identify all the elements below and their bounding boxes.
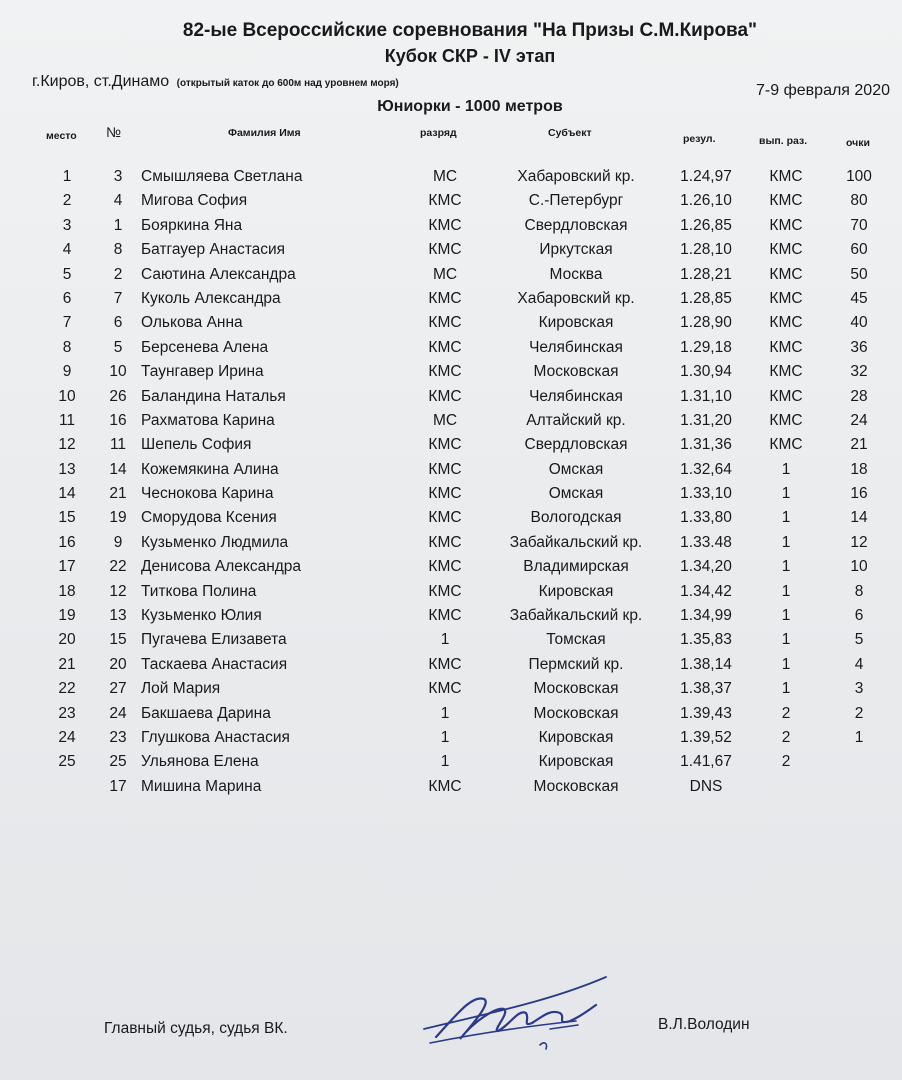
bib-number-cell: 21	[109, 485, 127, 503]
column-header-region: Субъект	[548, 127, 592, 139]
points-cell: 21	[850, 436, 868, 454]
region-cell: С.-Петербург	[528, 192, 624, 210]
region-cell: Московская	[533, 777, 619, 795]
bib-number-cell: 4	[113, 192, 123, 210]
table-row	[0, 729, 902, 753]
rank-cell: 9	[62, 363, 72, 381]
rank-cell: 7	[62, 314, 72, 332]
table-row	[0, 583, 902, 607]
points-cell: 36	[850, 338, 868, 356]
region-cell: Иркутская	[539, 241, 613, 259]
athlete-name-cell: Таскаева Анастасия	[141, 655, 288, 673]
rank-cell: 18	[58, 582, 76, 600]
grade-cell: КМС	[428, 460, 462, 478]
achieved-grade-cell: КМС	[769, 265, 803, 283]
achieved-grade-cell: 1	[781, 655, 791, 673]
column-header-number: №	[106, 124, 122, 140]
region-cell: Хабаровский кр.	[517, 168, 635, 185]
region-cell: Челябинская	[529, 338, 623, 356]
bib-number-cell: 12	[109, 582, 127, 600]
rank-cell: 11	[58, 411, 76, 429]
region-cell: Хабаровский кр.	[517, 289, 635, 307]
grade-cell: МС	[432, 168, 458, 185]
points-cell: 10	[850, 558, 868, 576]
table-row	[0, 509, 902, 533]
rank-cell: 21	[58, 655, 76, 673]
result-time-cell: 1.33,10	[680, 485, 732, 503]
location	[32, 73, 399, 91]
event-title: Юниорки - 1000 метров	[377, 98, 563, 115]
table-row	[0, 680, 902, 704]
rank-cell: 19	[58, 607, 76, 625]
points-cell: 12	[850, 533, 868, 551]
region-cell: Челябинская	[529, 387, 623, 405]
grade-cell: 1	[440, 728, 450, 746]
event-dates: 7-9 февраля 2020	[756, 82, 890, 99]
table-row	[0, 656, 902, 680]
achieved-grade-cell: 2	[781, 704, 791, 722]
athlete-name-cell: Бояркина Яна	[141, 216, 243, 234]
grade-cell: КМС	[428, 485, 462, 503]
rank-cell: 22	[58, 680, 76, 698]
grade-cell: КМС	[428, 680, 462, 698]
region-cell: Московская	[533, 363, 619, 381]
achieved-grade-cell: КМС	[769, 387, 803, 405]
region-cell: Московская	[533, 680, 619, 698]
title-line-1: 82-ые Всероссийские соревнования "На Призы С.М.Кирова"	[182, 20, 758, 41]
grade-cell: КМС	[428, 216, 462, 234]
points-cell: 1	[854, 728, 864, 746]
bib-number-cell: 11	[109, 436, 127, 454]
column-header-achieved: вып. раз.	[759, 135, 808, 147]
region-cell: Вологодская	[530, 509, 622, 527]
region-cell: Кировская	[538, 582, 614, 600]
achieved-grade-cell: 1	[781, 680, 791, 698]
achieved-grade-cell: КМС	[769, 411, 803, 429]
rank-cell: 3	[62, 216, 72, 234]
points-cell: 18	[850, 460, 868, 478]
bib-number-cell: 7	[113, 289, 123, 307]
result-time-cell: 1.39,52	[680, 728, 732, 746]
result-time-cell: 1.31,10	[680, 387, 732, 405]
region-cell: Алтайский кр.	[526, 411, 626, 429]
result-time-cell: 1.28,90	[680, 314, 732, 332]
athlete-name-cell: Бакшаева Дарина	[141, 704, 271, 722]
table-row	[0, 266, 902, 290]
points-cell: 14	[850, 509, 868, 527]
region-cell: Забайкальский кр.	[509, 533, 643, 551]
grade-cell: КМС	[428, 558, 462, 576]
result-time-cell: 1.34,20	[680, 558, 732, 576]
result-time-cell: 1.24,97	[680, 168, 732, 185]
bib-number-cell: 3	[113, 168, 123, 185]
grade-cell: КМС	[428, 436, 462, 454]
athlete-name-cell: Чеснокова Карина	[141, 485, 274, 503]
rank-cell: 13	[58, 460, 76, 478]
result-time-cell: 1.41,67	[680, 753, 732, 771]
athlete-name-cell: Титкова Полина	[141, 582, 257, 600]
bib-number-cell: 6	[113, 314, 123, 332]
athlete-name-cell: Саютина Александра	[141, 265, 296, 283]
points-cell: 80	[850, 192, 868, 210]
result-time-cell: 1.26,85	[680, 216, 732, 234]
achieved-grade-cell: 1	[781, 631, 791, 649]
achieved-grade-cell: 1	[781, 485, 791, 503]
rank-cell: 20	[58, 631, 76, 649]
athlete-name-cell: Кузьменко Людмила	[141, 533, 289, 551]
athlete-name-cell: Глушкова Анастасия	[141, 728, 290, 746]
achieved-grade-cell: КМС	[769, 363, 803, 381]
achieved-grade-cell: 1	[781, 533, 791, 551]
result-time-cell: 1.38,37	[680, 680, 732, 698]
achieved-grade-cell: 1	[781, 607, 791, 625]
athlete-name-cell: Денисова Александра	[141, 558, 302, 576]
points-cell: 8	[854, 582, 864, 600]
table-row	[0, 217, 902, 241]
grade-cell: КМС	[428, 387, 462, 405]
bib-number-cell: 19	[109, 509, 127, 527]
achieved-grade-cell: КМС	[769, 289, 803, 307]
table-row	[0, 558, 902, 582]
rank-cell: 4	[62, 241, 72, 259]
column-header-points: очки	[846, 137, 870, 149]
result-time-cell: 1.34,99	[680, 607, 732, 625]
points-cell: 6	[854, 607, 864, 625]
achieved-grade-cell: КМС	[769, 338, 803, 356]
achieved-grade-cell: 1	[781, 460, 791, 478]
result-time-cell: 1.34,42	[680, 582, 732, 600]
table-row	[0, 485, 902, 509]
grade-cell: 1	[440, 631, 450, 649]
table-row	[0, 436, 902, 460]
rank-cell: 12	[58, 436, 76, 454]
grade-cell: МС	[432, 265, 458, 283]
region-cell: Владимирская	[523, 558, 629, 576]
result-time-cell: 1.35,83	[680, 631, 732, 649]
column-header-name: Фамилия Имя	[228, 127, 301, 139]
athlete-name-cell: Мишина Марина	[141, 777, 262, 795]
bib-number-cell: 22	[109, 558, 127, 576]
points-cell: 24	[850, 411, 868, 429]
athlete-name-cell: Таунгавер Ирина	[141, 363, 264, 381]
grade-cell: КМС	[428, 314, 462, 332]
grade-cell: КМС	[428, 582, 462, 600]
athlete-name-cell: Шепель София	[141, 436, 252, 454]
points-cell: 50	[850, 265, 868, 283]
athlete-name-cell: Кожемякина Алина	[141, 460, 279, 478]
grade-cell: КМС	[428, 192, 462, 210]
bib-number-cell: 5	[113, 338, 123, 356]
region-cell: Кировская	[538, 753, 614, 771]
region-cell: Москва	[549, 265, 603, 283]
region-cell: Томская	[546, 631, 606, 649]
bib-number-cell: 1	[113, 216, 123, 234]
grade-cell: КМС	[428, 533, 462, 551]
result-time-cell: 1.38,14	[680, 655, 732, 673]
bib-number-cell: 27	[109, 680, 127, 698]
points-cell: 100	[846, 168, 872, 185]
chief-judge-name: В.Л.Володин	[658, 1016, 750, 1033]
region-cell: Омская	[548, 485, 604, 503]
grade-cell: МС	[432, 411, 458, 429]
result-time-cell: DNS	[689, 777, 723, 795]
athlete-name-cell: Рахматова Карина	[141, 411, 275, 429]
bib-number-cell: 9	[113, 533, 123, 551]
athlete-name-cell: Берсенева Алена	[141, 338, 269, 356]
table-row	[0, 314, 902, 338]
table-row	[0, 363, 902, 387]
grade-cell: 1	[440, 753, 450, 771]
achieved-grade-cell: КМС	[769, 314, 803, 332]
table-row	[0, 607, 902, 631]
region-cell: Свердловская	[524, 436, 628, 454]
table-row	[0, 241, 902, 265]
athlete-name-cell: Батгауер Анастасия	[141, 241, 286, 259]
result-time-cell: 1.28,85	[680, 289, 732, 307]
table-row	[0, 631, 902, 655]
athlete-name-cell: Куколь Александра	[141, 289, 281, 307]
points-cell: 60	[850, 241, 868, 259]
achieved-grade-cell: КМС	[769, 241, 803, 259]
region-cell: Кировская	[538, 314, 614, 332]
location-text: г.Киров, ст.Динамо	[32, 73, 170, 90]
table-row	[0, 778, 902, 802]
rank-cell: 17	[58, 558, 76, 576]
grade-cell: КМС	[428, 655, 462, 673]
region-cell: Московская	[533, 704, 619, 722]
region-cell: Пермский кр.	[528, 655, 624, 673]
points-cell: 5	[854, 631, 864, 649]
bib-number-cell: 23	[109, 728, 127, 746]
rank-cell: 2	[62, 192, 72, 210]
athlete-name-cell: Ульянова Елена	[141, 753, 259, 771]
rank-cell: 8	[62, 338, 72, 356]
rank-cell: 1	[62, 168, 72, 185]
result-time-cell: 1.30,94	[680, 363, 732, 381]
result-time-cell: 1.28,21	[680, 265, 732, 283]
athlete-name-cell: Баландина Наталья	[141, 387, 286, 405]
bib-number-cell: 24	[109, 704, 127, 722]
table-row	[0, 339, 902, 363]
rank-cell: 25	[58, 753, 76, 771]
result-time-cell: 1.29,18	[680, 338, 732, 356]
table-row	[0, 388, 902, 412]
points-cell: 16	[850, 485, 868, 503]
rank-cell: 23	[58, 704, 76, 722]
region-cell: Свердловская	[524, 216, 628, 234]
table-row	[0, 168, 902, 192]
achieved-grade-cell: 1	[781, 582, 791, 600]
grade-cell: КМС	[428, 338, 462, 356]
results-table	[0, 168, 902, 802]
bib-number-cell: 8	[113, 241, 123, 259]
grade-cell: КМС	[428, 241, 462, 259]
points-cell: 2	[854, 704, 864, 722]
achieved-grade-cell: КМС	[769, 192, 803, 210]
bib-number-cell: 16	[109, 411, 127, 429]
bib-number-cell: 2	[113, 265, 123, 283]
bib-number-cell: 25	[109, 753, 127, 771]
bib-number-cell: 15	[109, 631, 127, 649]
athlete-name-cell: Кузьменко Юлия	[141, 607, 262, 625]
result-time-cell: 1.31,20	[680, 411, 732, 429]
grade-cell: КМС	[428, 777, 462, 795]
region-cell: Омская	[548, 460, 604, 478]
table-row	[0, 753, 902, 777]
achieved-grade-cell: 2	[781, 728, 791, 746]
bib-number-cell: 14	[109, 460, 127, 478]
result-time-cell: 1.28,10	[680, 241, 732, 259]
rank-cell: 24	[58, 728, 76, 746]
title-line-2: Кубок СКР - IV этап	[384, 46, 556, 66]
column-header-result: резул.	[683, 133, 716, 145]
points-cell: 70	[850, 216, 868, 234]
result-time-cell: 1.33,80	[680, 509, 732, 527]
result-time-cell: 1.26,10	[680, 192, 732, 210]
points-cell: 32	[850, 363, 868, 381]
athlete-name-cell: Смышляева Светлана	[141, 168, 303, 185]
judge-signature	[400, 965, 630, 1065]
grade-cell: КМС	[428, 607, 462, 625]
grade-cell: КМС	[428, 509, 462, 527]
rank-cell: 16	[58, 533, 76, 551]
athlete-name-cell: Пугачева Елизавета	[141, 631, 287, 649]
athlete-name-cell: Сморудова Ксения	[141, 509, 277, 527]
rank-cell: 15	[58, 509, 76, 527]
athlete-name-cell: Мигова София	[141, 192, 248, 210]
grade-cell: КМС	[428, 289, 462, 307]
points-cell: 3	[854, 680, 864, 698]
chief-judge-label: Главный судья, судья ВК.	[104, 1020, 288, 1037]
athlete-name-cell: Олькова Анна	[141, 314, 243, 332]
bib-number-cell: 17	[109, 777, 127, 795]
points-cell: 28	[850, 387, 868, 405]
rank-cell: 5	[62, 265, 72, 283]
achieved-grade-cell: 1	[781, 558, 791, 576]
table-row	[0, 705, 902, 729]
athlete-name-cell: Лой Мария	[141, 680, 221, 698]
bib-number-cell: 26	[109, 387, 127, 405]
location-note: (открытый каток до 600м над уровнем моря)	[176, 78, 399, 89]
result-time-cell: 1.33.48	[680, 533, 732, 551]
achieved-grade-cell: КМС	[769, 436, 803, 454]
rank-cell: 10	[58, 387, 76, 405]
table-row	[0, 534, 902, 558]
table-row	[0, 461, 902, 485]
grade-cell: КМС	[428, 363, 462, 381]
column-header-grade: разряд	[420, 127, 457, 139]
table-row	[0, 412, 902, 436]
table-row	[0, 290, 902, 314]
bib-number-cell: 20	[109, 655, 127, 673]
column-header-rank: место	[46, 130, 77, 142]
achieved-grade-cell: КМС	[769, 216, 803, 234]
achieved-grade-cell: 1	[781, 509, 791, 527]
region-cell: Забайкальский кр.	[509, 607, 643, 625]
rank-cell: 14	[58, 485, 76, 503]
result-time-cell: 1.31,36	[680, 436, 732, 454]
grade-cell: 1	[440, 704, 450, 722]
result-time-cell: 1.32,64	[680, 460, 732, 478]
bib-number-cell: 10	[109, 363, 127, 381]
bib-number-cell: 13	[109, 607, 127, 625]
result-time-cell: 1.39,43	[680, 704, 732, 722]
points-cell: 45	[850, 289, 868, 307]
achieved-grade-cell: 2	[781, 753, 791, 771]
achieved-grade-cell: КМС	[769, 168, 803, 185]
points-cell: 40	[850, 314, 868, 332]
region-cell: Кировская	[538, 728, 614, 746]
points-cell: 4	[854, 655, 864, 673]
table-row	[0, 192, 902, 216]
rank-cell: 6	[62, 289, 72, 307]
